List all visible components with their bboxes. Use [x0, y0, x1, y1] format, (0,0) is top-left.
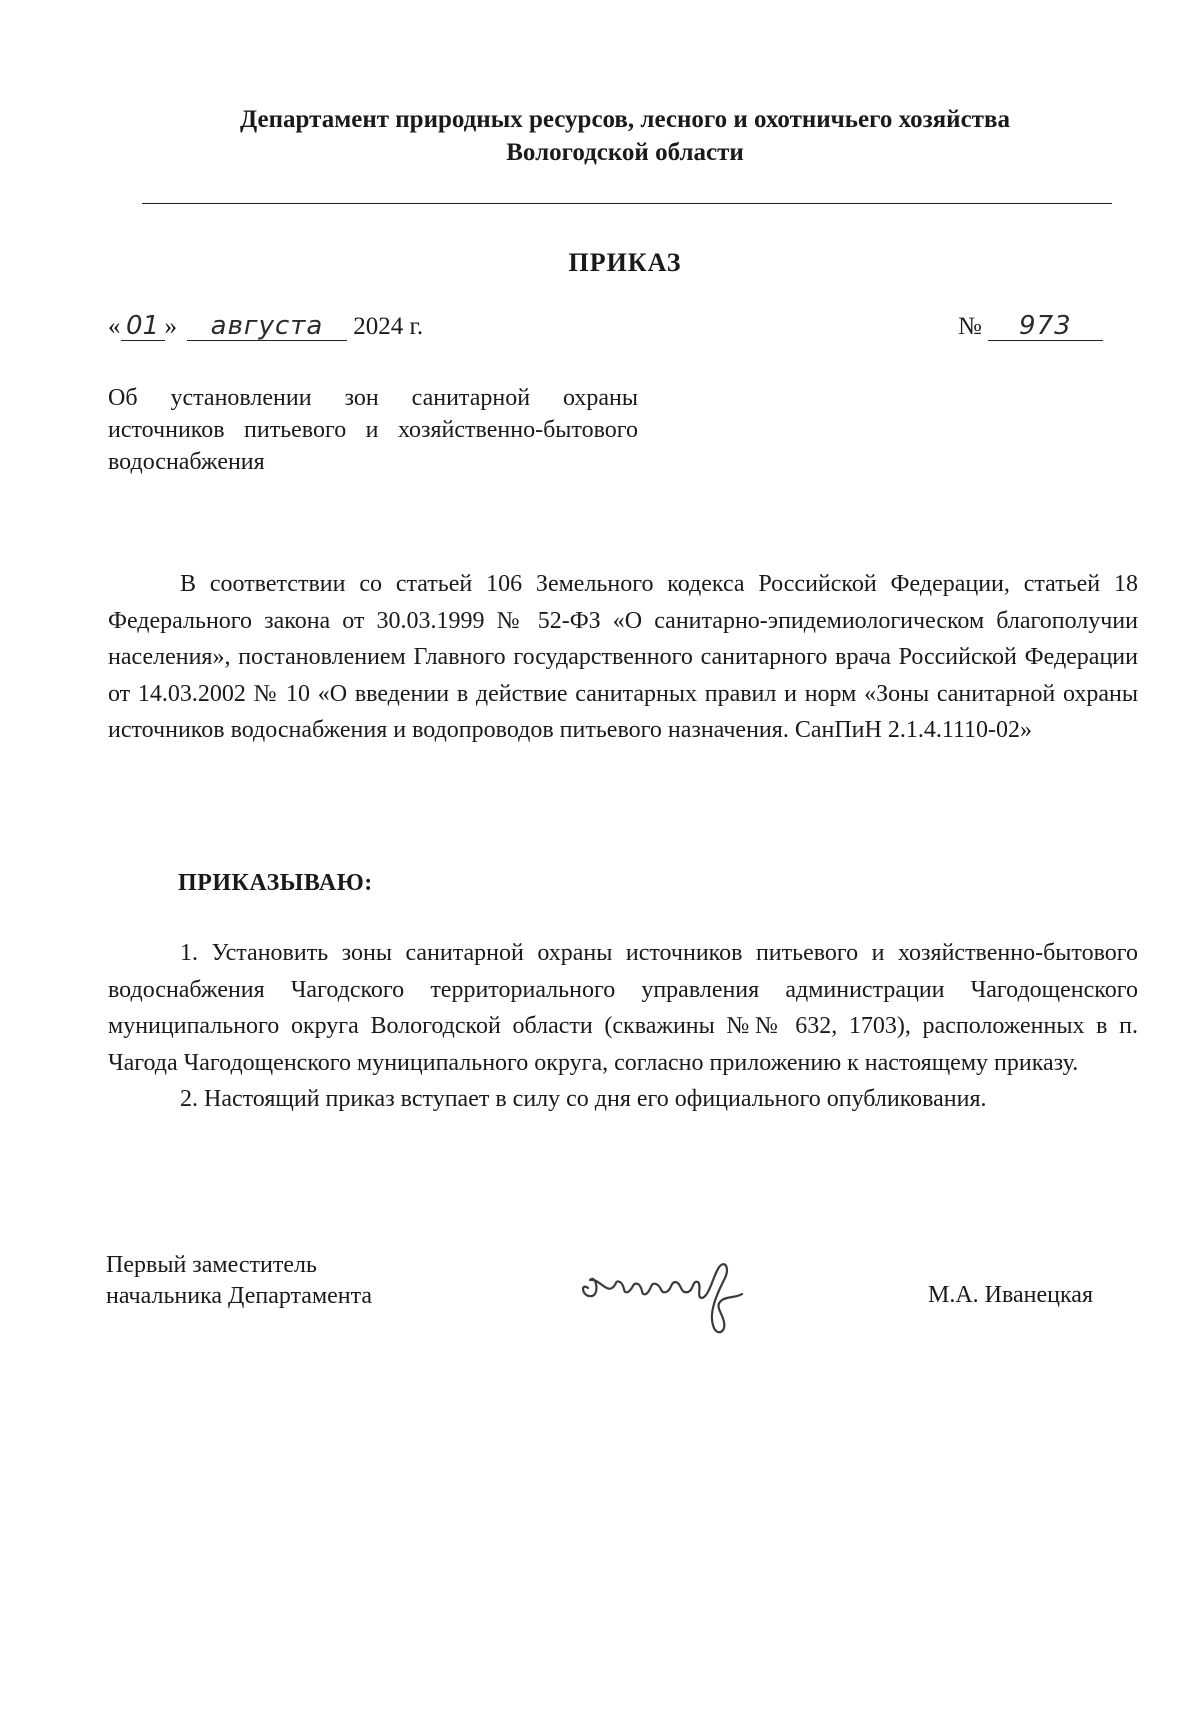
- preamble-paragraph: В соответствии со статьей 106 Земельного кодекса Российской Федерации, статьей 18 Федерального закона от 30.03.1999 № 52-ФЗ «О санитарно-эпидемиологическом благополучии населения», постановлением Главного государственного санитарного врача Российской Федерации от 14.03.2002 № 10 «О введении в действие санитарных правил и норм «Зоны санитарной охраны источников водоснабжения и водопроводов питьевого назначения. СанПиН 2.1.4.1110-02»: [108, 571, 1138, 743]
- date-open-quote: «: [108, 313, 121, 340]
- organization-header: [130, 103, 1120, 169]
- signatory-title-line1: Первый заместитель: [106, 1252, 317, 1278]
- order-command: ПРИКАЗЫВАЮ:: [178, 870, 373, 896]
- date-close-quote: »: [164, 313, 177, 340]
- date-month-handwritten: августа: [187, 312, 347, 341]
- number-label: №: [958, 313, 982, 340]
- number-value-handwritten: 973: [988, 312, 1103, 341]
- date-day-handwritten: 01: [121, 312, 165, 341]
- header-divider: [142, 203, 1112, 204]
- signatory-title: [106, 1250, 372, 1312]
- signatory-name: М.А. Иванецкая: [928, 1282, 1093, 1308]
- signatory-title-line2: начальника Департамента: [106, 1283, 373, 1309]
- organization-name-line2: Вологодской области: [506, 139, 744, 166]
- order-items: [108, 935, 1138, 1118]
- organization-name-line1: Департамент природных ресурсов, лесного и охотничьего хозяйства: [240, 106, 1010, 133]
- date-year: 2024 г.: [353, 313, 424, 340]
- order-item-2: 2. Настоящий приказ вступает в силу со дня его официального опубликования.: [180, 1086, 987, 1112]
- document-number: [958, 312, 1103, 341]
- document-date: [108, 312, 423, 341]
- document-subject: Об установлении зон санитарной охраны источников питьевого и хозяйственно-бытового водоснабжения: [108, 385, 638, 475]
- order-item-1: 1. Установить зоны санитарной охраны источников питьевого и хозяйственно-бытового водоснабжения Чагодского территориального управления администрации Чагодощенского муниципального округа Вологодской области (скважины №№ 632, 1703), расположенных в п. Чагода Чагодощенского муниципального округа, согласно приложению к настоящему приказу.: [108, 940, 1138, 1076]
- preamble: [108, 566, 1138, 749]
- handwritten-signature: [576, 1252, 776, 1338]
- document-type-title: ПРИКАЗ: [568, 248, 682, 277]
